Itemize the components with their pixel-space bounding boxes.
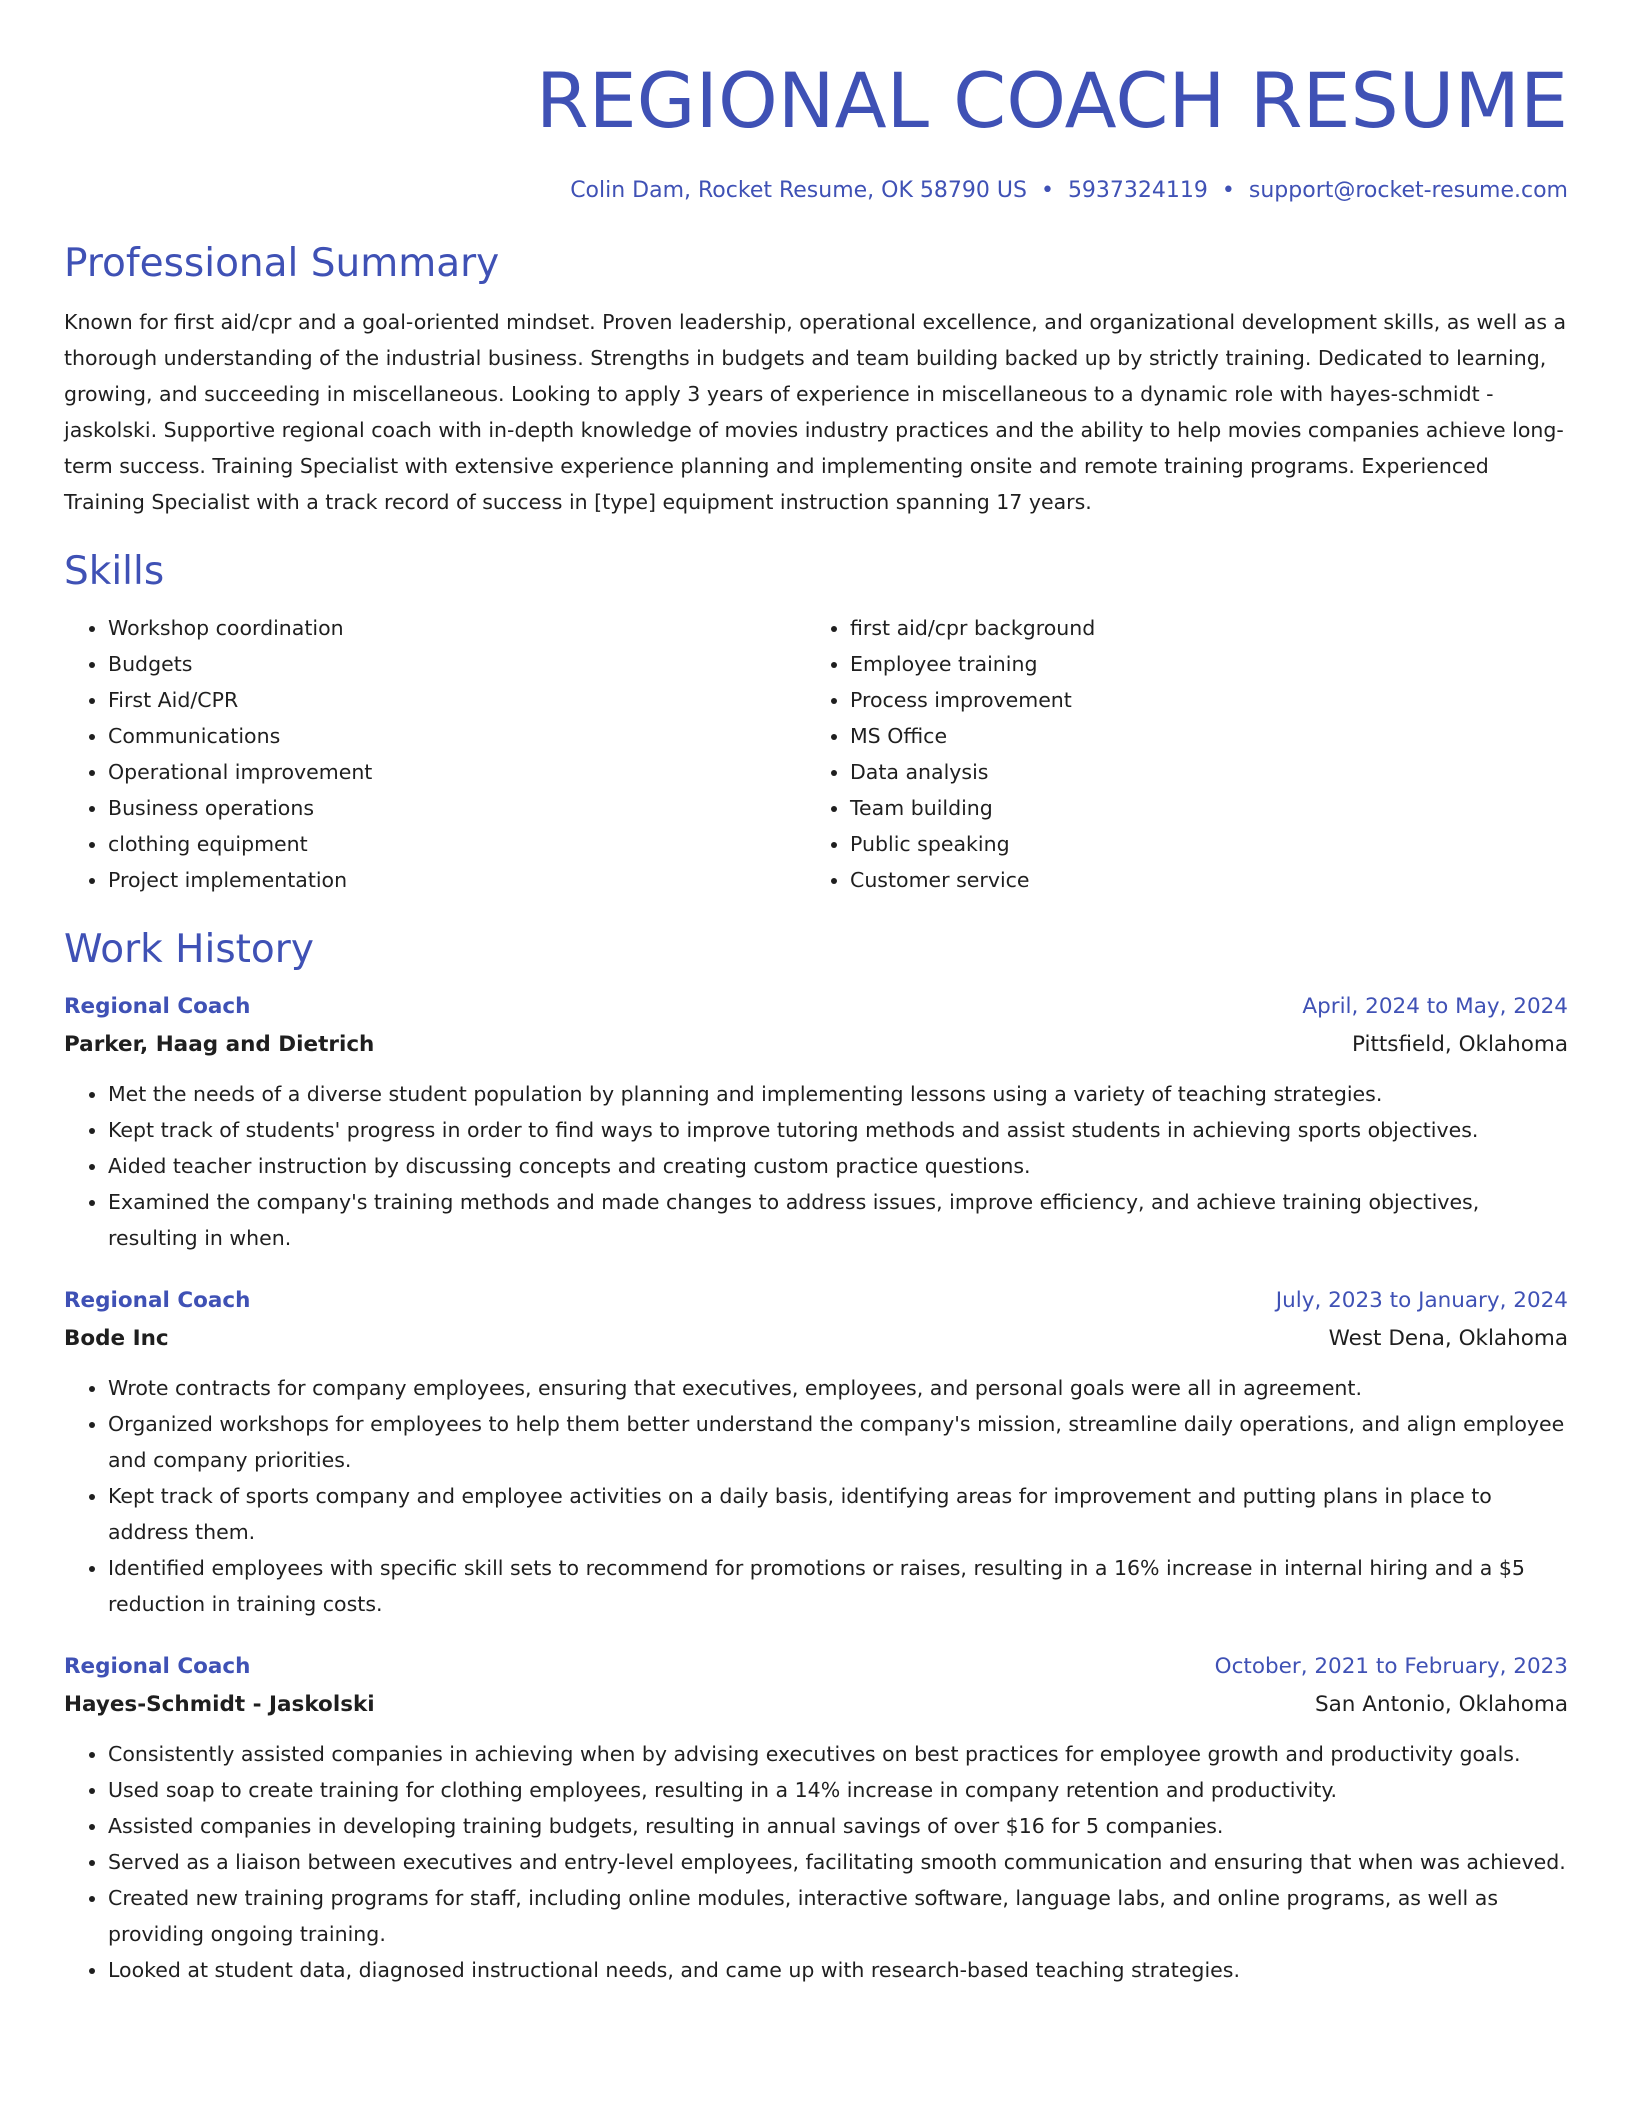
skill-item: • Customer service (850, 862, 1548, 898)
job-bullets (64, 1370, 1568, 1622)
job-location: West Dena, Oklahoma (1328, 1326, 1568, 1351)
job-bullets (64, 1076, 1568, 1256)
job-bullet: • Aided teacher instruction by discussing concepts and creating custom practice questions. (108, 1148, 1568, 1184)
job-header-row (64, 1282, 1568, 1320)
job-bullet: • Kept track of sports company and employee activities on a daily basis, identifying areas for improvement and putting plans in place to address them. (108, 1478, 1568, 1550)
skill-item: • clothing equipment (108, 826, 806, 862)
job-company-row (64, 1026, 1568, 1064)
job-bullet: • Examined the company's training methods and made changes to address issues, improve efficiency, and achieve training objectives, resulting in when. (108, 1184, 1568, 1256)
job-company-row (64, 1686, 1568, 1724)
summary-heading: Professional Summary (64, 241, 500, 286)
skill-item: • Business operations (108, 790, 806, 826)
contact-email[interactable]: support@rocket-resume.com (1248, 178, 1568, 203)
skill-item: • Operational improvement (108, 754, 806, 790)
job-dates: April, 2024 to May, 2024 (1302, 994, 1568, 1019)
job-bullet: • Met the needs of a diverse student population by planning and implementing lessons using a variety of teaching strategies. (108, 1076, 1568, 1112)
job-header-row (64, 988, 1568, 1026)
skills-list-right (806, 610, 1548, 898)
skill-item: • first aid/cpr background (850, 610, 1548, 646)
resume-title: REGIONAL COACH RESUME (535, 56, 1568, 145)
skill-item: • First Aid/CPR (108, 682, 806, 718)
job-company: Bode Inc (64, 1326, 169, 1351)
job-location: San Antonio, Oklahoma (1314, 1692, 1568, 1717)
job-bullet: • Assisted companies in developing training budgets, resulting in annual savings of over $16 for 5 companies. (108, 1808, 1568, 1844)
contact-separator: • (1040, 178, 1054, 203)
job-bullet: • Wrote contracts for company employees, ensuring that executives, employees, and personal goals were all in agreement. (108, 1370, 1568, 1406)
job-entry (64, 1648, 1568, 1988)
job-dates: October, 2021 to February, 2023 (1214, 1654, 1568, 1679)
job-location: Pittsfield, Oklahoma (1351, 1032, 1568, 1057)
job-title: Regional Coach (64, 994, 251, 1019)
contact-phone: 5937324119 (1067, 178, 1208, 203)
summary-text: Known for first aid/cpr and a goal-oriented mindset. Proven leadership, operational excellence, and organizational development skills, as well as a thorough understanding of the industrial business. Strengths in budgets and team building backed up by strictly training. Dedicated to learning, growing, and succeeding in miscellaneous. Looking to apply 3 years of experience in miscellaneous to a dynamic role with hayes-schmidt - jaskolski. Supportive regional coach with in-depth knowledge of movies industry practices and the ability to help movies companies achieve long-term success. Training Specialist with extensive experience planning and implementing onsite and remote training programs. Experienced Training Specialist with a track record of success in [type] equipment instruction spanning 17 years. (64, 310, 1567, 514)
skill-item: • Communications (108, 718, 806, 754)
contact-separator: • (1221, 178, 1235, 203)
summary-section (64, 238, 1568, 520)
skill-item: • Process improvement (850, 682, 1548, 718)
job-bullet: • Used soap to create training for clothing employees, resulting in a 14% increase in company retention and productivity. (108, 1772, 1568, 1808)
job-entry (64, 1282, 1568, 1622)
resume-page (64, 0, 1568, 1988)
job-bullet: • Kept track of students' progress in order to find ways to improve tutoring methods and assist students in achieving sports objectives. (108, 1112, 1568, 1148)
skill-item: • Employee training (850, 646, 1548, 682)
job-header-row (64, 1648, 1568, 1686)
skill-item: • Team building (850, 790, 1548, 826)
skills-columns (64, 610, 1568, 898)
job-bullet: • Served as a liaison between executives and entry-level employees, facilitating smooth communication and ensuring that when was achieved. (108, 1844, 1568, 1880)
skill-item: • Data analysis (850, 754, 1548, 790)
skill-item: • Project implementation (108, 862, 806, 898)
skill-item: • Workshop coordination (108, 610, 806, 646)
skills-heading: Skills (64, 549, 165, 594)
job-title: Regional Coach (64, 1288, 251, 1313)
job-entry (64, 988, 1568, 1256)
contact-line (64, 176, 1568, 206)
job-bullet: • Looked at student data, diagnosed instructional needs, and came up with research-based teaching strategies. (108, 1952, 1568, 1988)
skill-item: • MS Office (850, 718, 1548, 754)
job-company: Parker, Haag and Dietrich (64, 1032, 375, 1057)
job-bullets (64, 1736, 1568, 1988)
skill-item: • Budgets (108, 646, 806, 682)
job-bullet: • Organized workshops for employees to help them better understand the company's mission, streamline daily operations, and align employee and company priorities. (108, 1406, 1568, 1478)
skills-section (64, 546, 1568, 898)
work-history-heading: Work History (64, 927, 314, 972)
job-title: Regional Coach (64, 1654, 251, 1679)
job-bullet: • Identified employees with specific skill sets to recommend for promotions or raises, resulting in a 16% increase in internal hiring and a $5 reduction in training costs. (108, 1550, 1568, 1622)
job-company: Hayes-Schmidt - Jaskolski (64, 1692, 375, 1717)
skills-list-left (64, 610, 806, 898)
work-history-section (64, 924, 1568, 1988)
skill-item: • Public speaking (850, 826, 1548, 862)
job-bullet: • Consistently assisted companies in achieving when by advising executives on best practices for employee growth and productivity goals. (108, 1736, 1568, 1772)
job-company-row (64, 1320, 1568, 1358)
job-dates: July, 2023 to January, 2024 (1275, 1288, 1568, 1313)
contact-address: Colin Dam, Rocket Resume, OK 58790 US (570, 178, 1027, 203)
job-bullet: • Created new training programs for staff, including online modules, interactive software, language labs, and online programs, as well as providing ongoing training. (108, 1880, 1568, 1952)
